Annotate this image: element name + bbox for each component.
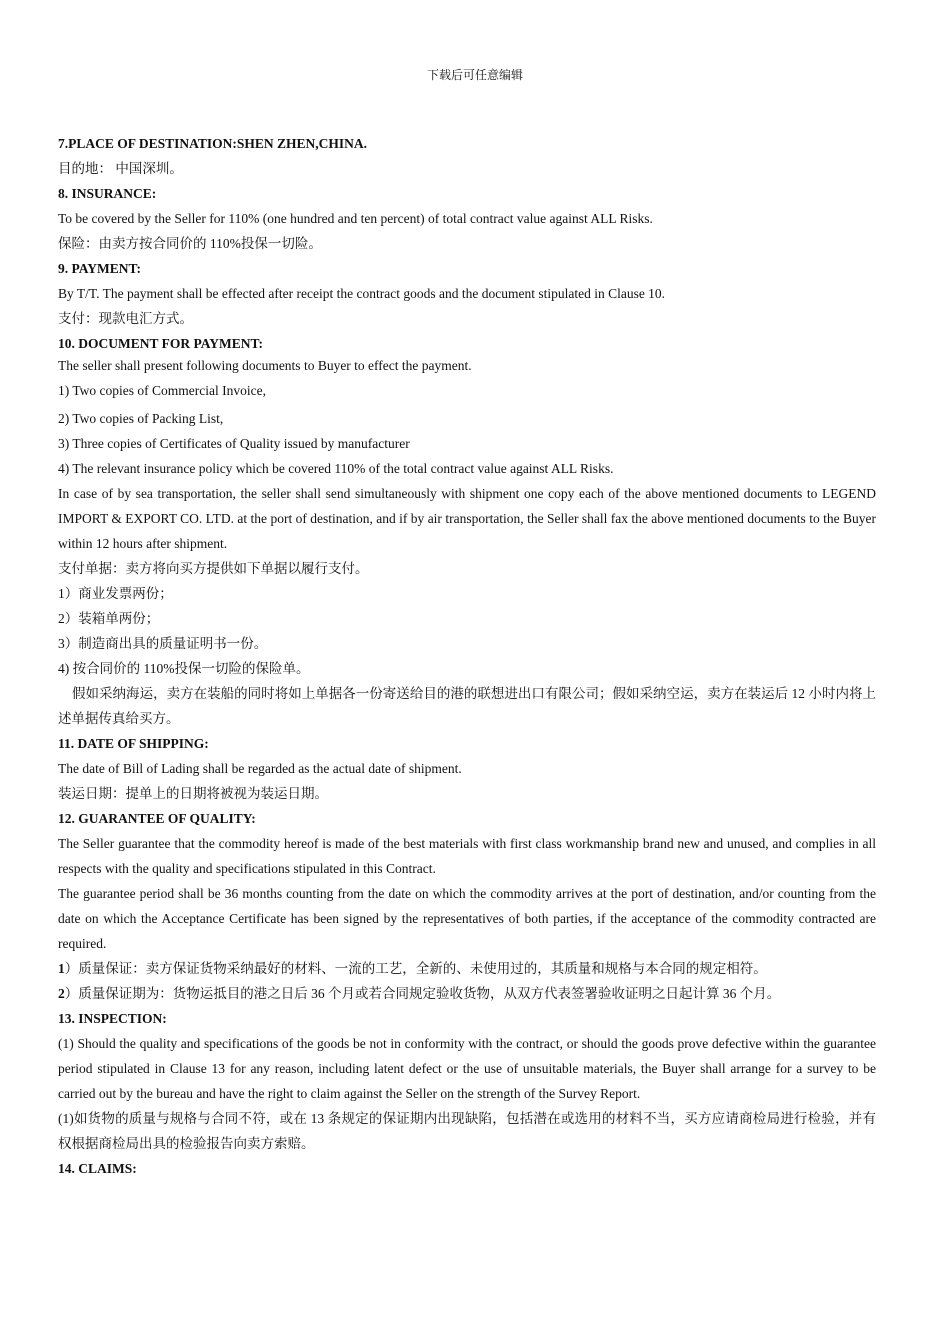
shipping-en: The date of Bill of Lading shall be regarded as the actual date of shipment. (58, 761, 462, 776)
document-item-1: 1) Two copies of Commercial Invoice, (58, 383, 266, 398)
shipping-heading: 11. DATE OF SHIPPING: (58, 736, 209, 751)
guarantee-cn-2-text: ）质量保证期为：货物运抵目的港之日后 36 个月或若合同规定验收货物，从双方代表签署验收证明之日起计算 36 个月。 (64, 986, 781, 1001)
inspection-heading: 13. INSPECTION: (58, 1011, 167, 1026)
guarantee-cn-1 (58, 956, 876, 981)
documents-cn-intro: 支付单据：卖方将向买方提供如下单据以履行支付。 (58, 561, 369, 576)
page-header: 下载后可任意编辑 (426, 68, 523, 82)
destination-cn: 目的地： 中国深圳。 (58, 161, 183, 176)
guarantee-en-2: The guarantee period shall be 36 months counting from the date on which the commodity arrives at the port of destination, and/or counting from the date on which the Acceptance Certificate has been signed by the representatives of both parties, if the acceptance of the commodity contracted are required. (58, 886, 876, 951)
payment-cn: 支付：现款电汇方式。 (58, 311, 193, 326)
payment-heading: 9. PAYMENT: (58, 261, 141, 276)
shipping-cn: 装运日期：提单上的日期将被视为装运日期。 (58, 786, 328, 801)
document-item-3: 3) Three copies of Certificates of Quality issued by manufacturer (58, 436, 410, 451)
contract-body (58, 131, 876, 1181)
document-cn-item-3: 3）制造商出具的质量证明书一份。 (58, 636, 268, 651)
documents-heading: 10. DOCUMENT FOR PAYMENT: (58, 336, 263, 351)
documents-intro: The seller shall present following documents to Buyer to effect the payment. (58, 358, 472, 373)
payment-en: By T/T. The payment shall be effected after receipt the contract goods and the document stipulated in Clause 10. (58, 286, 666, 301)
guarantee-cn-1-text: ）质量保证：卖方保证货物采纳最好的材料、一流的工艺，全新的、未使用过的，其质量和规格与本合同的规定相符。 (64, 961, 767, 976)
inspection-cn: (1)如货物的质量与规格与合同不符，或在 13 条规定的保证期内出现缺陷，包括潜在或选用的材料不当，买方应请商检局进行检验，并有权根据商检局出具的检验报告向卖方索赔。 (58, 1111, 876, 1151)
document-item-2: 2) Two copies of Packing List, (58, 411, 224, 426)
documents-transport-cn: 假如采纳海运，卖方在装船的同时将如上单据各一份寄送给目的港的联想进出口有限公司；假如采纳空运，卖方在装运后 12 小时内将上述单据传真给买方。 (58, 686, 876, 726)
inspection-en: (1) Should the quality and specifications of the goods be not in conformity with the contract, or should the goods prove defective within the guarantee period stipulated in Clause 13 for any reason, including latent defect or the use of unsuitable materials, the Buyer shall arrange for a survey to be carried out by the bureau and have the right to claim against the Seller on the strength of the Survey Report. (58, 1036, 876, 1101)
destination-heading: 7.PLACE OF DESTINATION:SHEN ZHEN,CHINA. (58, 136, 368, 151)
insurance-cn: 保险：由卖方按合同价的 110%投保一切险。 (58, 236, 322, 251)
guarantee-cn-2 (58, 981, 876, 1006)
document-cn-item-4: 4) 按合同价的 110%投保一切险的保险单。 (58, 661, 310, 676)
document-cn-item-2: 2）装箱单两份； (58, 611, 160, 626)
guarantee-en-1: The Seller guarantee that the commodity hereof is made of the best materials with first class workmanship brand new and unused, and complies in all respects with the quality and specifications stipulated in this Contract. (58, 836, 876, 876)
guarantee-cn-2-number: 2 (58, 986, 65, 1001)
document-item-4: 4) The relevant insurance policy which be covered 110% of the total contract value against ALL Risks. (58, 461, 614, 476)
insurance-heading: 8. INSURANCE: (58, 186, 157, 201)
insurance-en: To be covered by the Seller for 110% (one hundred and ten percent) of total contract value against ALL Risks. (58, 211, 653, 226)
guarantee-cn-1-number: 1 (58, 961, 65, 976)
claims-heading: 14. CLAIMS: (58, 1161, 137, 1176)
documents-transport-en: In case of by sea transportation, the seller shall send simultaneously with shipment one copy each of the above mentioned documents to LEGEND IMPORT & EXPORT CO. LTD. at the port of destination, and if by air transportation, the Seller shall fax the above mentioned documents to the Buyer within 12 hours after shipment. (58, 486, 876, 551)
guarantee-heading: 12. GUARANTEE OF QUALITY: (58, 811, 256, 826)
document-cn-item-1: 1）商业发票两份； (58, 586, 173, 601)
